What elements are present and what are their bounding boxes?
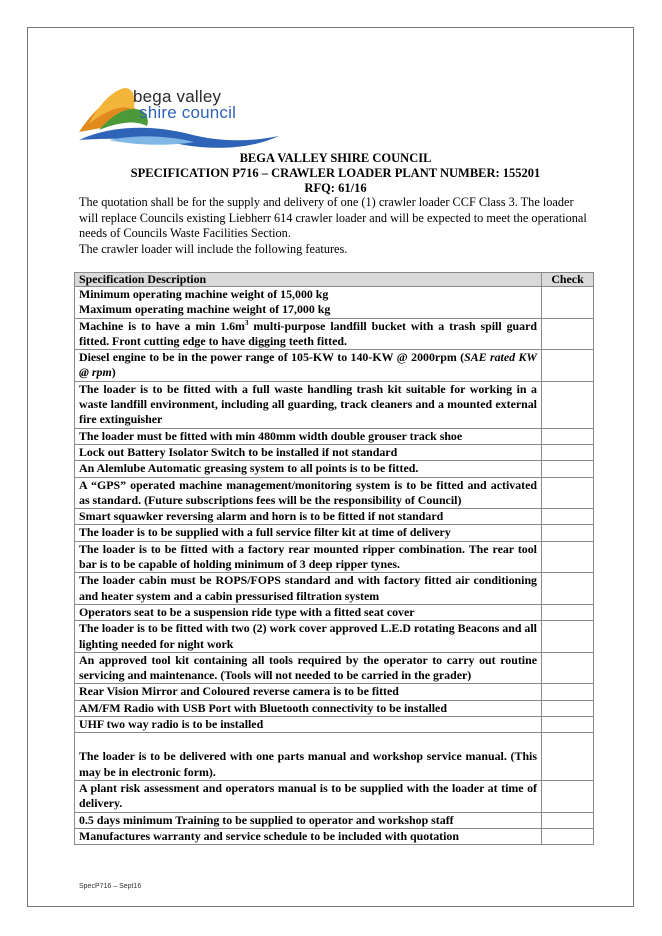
check-cell[interactable]: [542, 509, 594, 525]
spec-cell: Rear Vision Mirror and Coloured reverse camera is to be fitted: [75, 684, 542, 700]
spec-cell: AM/FM Radio with USB Port with Bluetooth connectivity to be installed: [75, 700, 542, 716]
table-row: [75, 812, 594, 828]
table-row: [75, 461, 594, 477]
spec-cell: The loader is to be delivered with one parts manual and workshop service manual. (This may be in electronic form).: [75, 733, 542, 781]
spec-cell: The loader is to be supplied with a full service filter kit at time of delivery: [75, 525, 542, 541]
table-row: [75, 318, 594, 350]
intro-paragraph: The quotation shall be for the supply and delivery of one (1) crawler loader CCF Class 3. The loader will replace Councils existing Liebherr 614 crawler loader and will be expected to meet the operational needs of Councils Waste Facilities Section.: [79, 195, 587, 241]
spec-cell: A “GPS” operated machine management/monitoring system is to be fitted and activated as standard. (Future subscriptions fees will be the responsibility of Council): [75, 477, 542, 509]
check-cell[interactable]: [542, 525, 594, 541]
table-row: [75, 444, 594, 460]
spec-cell: The loader cabin must be ROPS/FOPS standard and with factory fitted air conditioning and heater system and a cabin pressurised filtration system: [75, 573, 542, 605]
spec-cell: UHF two way radio is to be installed: [75, 717, 542, 733]
spec-title: SPECIFICATION P716 – CRAWLER LOADER PLANT NUMBER: 155201: [130, 166, 541, 180]
table-row: [75, 652, 594, 684]
check-cell[interactable]: [542, 828, 594, 844]
spec-cell: Operators seat to be a suspension ride type with a fitted seat cover: [75, 604, 542, 620]
spec-cell: The loader is to be fitted with a full waste handling trash kit suitable for working in a waste landfill environment, including all guarding, track cleaners and a mounted external fire extinguisher: [75, 381, 542, 428]
check-cell[interactable]: [542, 428, 594, 444]
check-cell[interactable]: [542, 733, 594, 781]
spec-cell: The loader must be fitted with min 480mm width double grouser track shoe: [75, 428, 542, 444]
check-cell[interactable]: [542, 604, 594, 620]
spec-cell: The loader is to be fitted with a factory rear mounted ripper combination. The rear tool bar is to be capable of holding minimum of 3 deep ripper tynes.: [75, 541, 542, 573]
rfq-number: RFQ: 61/16: [304, 181, 367, 195]
footer-reference: SpecP716 – Sept16: [79, 883, 142, 890]
intro-text: [79, 195, 595, 257]
spec-cell: [75, 318, 542, 350]
table-row: [75, 573, 594, 605]
check-cell[interactable]: [542, 812, 594, 828]
spec-text: Diesel engine to be in the power range of 105-KW to 140-KW @ 2000rpm (: [79, 350, 465, 365]
spec-cell: The loader is to be fitted with two (2) work cover approved L.E.D rotating Beacons and all lighting needed for night work: [75, 621, 542, 653]
spec-text: Machine is to have a min 1.6m: [79, 318, 245, 333]
spec-cell: Lock out Battery Isolator Switch to be installed if not standard: [75, 444, 542, 460]
spec-cell: An Alemlube Automatic greasing system to all points is to be fitted.: [75, 461, 542, 477]
table-row: [75, 541, 594, 573]
table-row: [75, 733, 594, 781]
check-cell[interactable]: [542, 573, 594, 605]
table-row: [75, 477, 594, 509]
table-row: [75, 525, 594, 541]
table-row: [75, 428, 594, 444]
check-cell[interactable]: [542, 350, 594, 382]
spec-cell: 0.5 days minimum Training to be supplied to operator and workshop staff: [75, 812, 542, 828]
table-row: [75, 381, 594, 428]
check-cell[interactable]: [542, 477, 594, 509]
check-cell[interactable]: [542, 318, 594, 350]
check-cell[interactable]: [542, 652, 594, 684]
column-header-check: Check: [542, 273, 594, 287]
spec-line: Maximum operating machine weight of 17,000 kg: [79, 302, 331, 317]
superscript: 3: [244, 318, 249, 327]
table-row: [75, 828, 594, 844]
table-row: [75, 287, 594, 319]
spec-cell: An approved tool kit containing all tools required by the operator to carry out routine servicing and maintenance. (Tools will not needed to be carried in the grader): [75, 652, 542, 684]
check-cell[interactable]: [542, 717, 594, 733]
table-row: [75, 350, 594, 382]
check-cell[interactable]: [542, 381, 594, 428]
logo-text-line2: shire council: [139, 103, 237, 122]
spec-text: ): [111, 365, 116, 380]
spec-cell: [75, 350, 542, 382]
logo-text-line1: bega valley: [133, 87, 222, 106]
spec-italic: SAE rated KW @ rpm: [79, 350, 537, 380]
column-header-description: Specification Description: [75, 273, 542, 287]
table-row: [75, 604, 594, 620]
check-cell[interactable]: [542, 780, 594, 812]
check-cell[interactable]: [542, 684, 594, 700]
check-cell[interactable]: [542, 444, 594, 460]
check-cell[interactable]: [542, 700, 594, 716]
table-row: [75, 684, 594, 700]
table-row: [75, 700, 594, 716]
table-row: [75, 621, 594, 653]
spec-cell: [75, 287, 542, 319]
check-cell[interactable]: [542, 461, 594, 477]
specification-table: [74, 272, 594, 845]
table-row: [75, 780, 594, 812]
table-row: [75, 717, 594, 733]
spec-cell: A plant risk assessment and operators manual is to be supplied with the loader at time of delivery.: [75, 780, 542, 812]
check-cell[interactable]: [542, 621, 594, 653]
spec-text: multi-purpose landfill bucket with a trash spill guard fitted. Front cutting edge to have digging teeth fitted.: [79, 318, 537, 348]
check-cell[interactable]: [542, 287, 594, 319]
check-cell[interactable]: [542, 541, 594, 573]
intro-features-line: The crawler loader will include the following features.: [79, 241, 348, 256]
spec-cell: Manufactures warranty and service schedule to be included with quotation: [75, 828, 542, 844]
spec-line: Minimum operating machine weight of 15,000 kg: [79, 287, 329, 301]
table-row: [75, 509, 594, 525]
table-header-row: [75, 273, 594, 287]
spec-cell: Smart squawker reversing alarm and horn is to be fitted if not standard: [75, 509, 542, 525]
org-title: BEGA VALLEY SHIRE COUNCIL: [239, 151, 432, 165]
